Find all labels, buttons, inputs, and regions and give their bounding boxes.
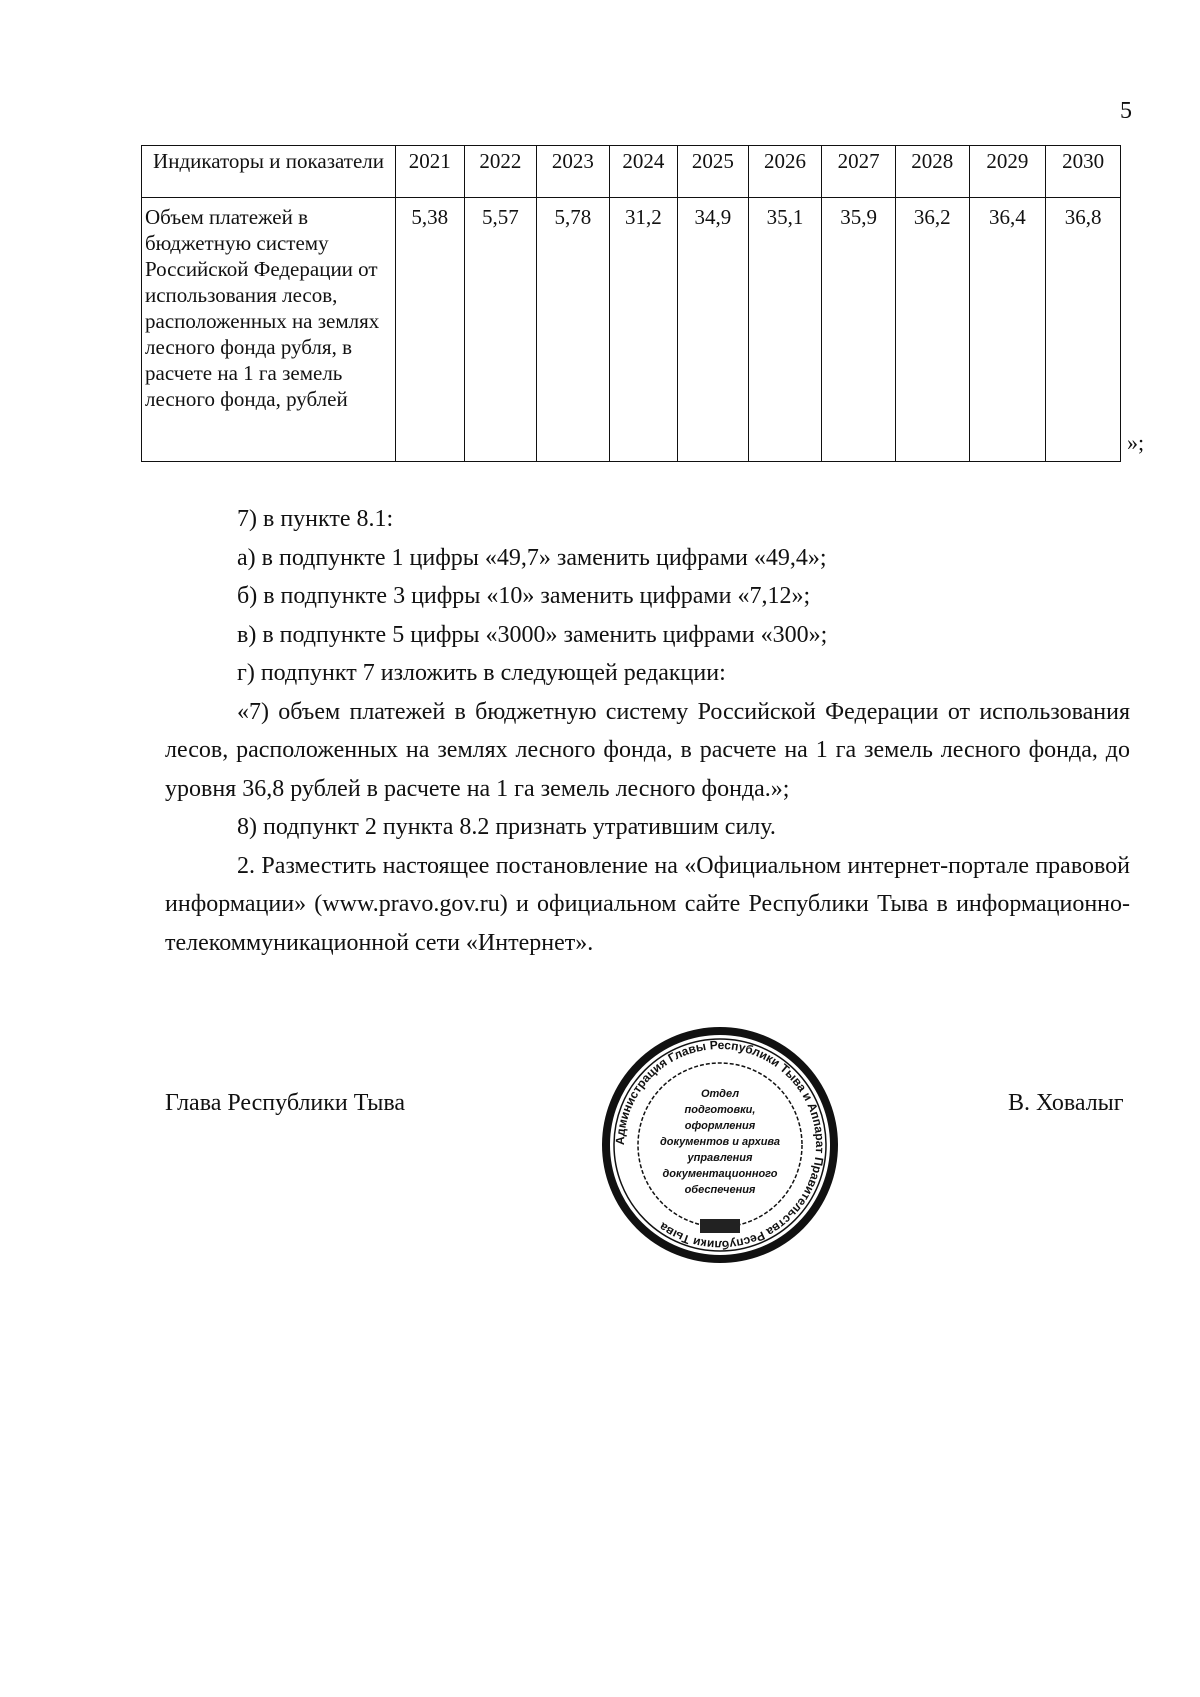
paragraph: а) в подпункте 1 цифры «49,7» заменить цифрами «49,4»; [237, 544, 827, 571]
year-header: 2022 [464, 146, 537, 198]
signatory-name: В. Ховалыг [1008, 1090, 1124, 1116]
paragraph: 2. Разместить настоящее постановление на «Официальном интернет-портале правовой информации» (www.pravo.gov.ru) и официальном сайте Республики Тыва в информационно-телекоммуникационной сети «Интернет». [165, 852, 1130, 956]
stamp-inner-line: управления [687, 1152, 753, 1164]
page-number: 5 [1120, 98, 1132, 124]
stamp-number-block [700, 1219, 740, 1233]
table-cell: 36,4 [969, 198, 1046, 462]
paragraph: г) подпункт 7 изложить в следующей редакции: [237, 660, 726, 686]
year-header: 2023 [537, 146, 610, 198]
paragraph: в) в подпункте 5 цифры «3000» заменить цифрами «300»; [237, 621, 828, 648]
table-closing-quote: »; [1127, 430, 1145, 455]
table-cell: 36,2 [895, 198, 969, 462]
year-header: 2030 [1046, 146, 1121, 198]
year-header: 2029 [969, 146, 1046, 198]
table-row-label: Объем платежей в бюджетную систему Российской Федерации от использования лесов, расположенных на землях лесного фонда рубля, в расчете на 1 га земель лесного фонда, рублей [142, 198, 396, 462]
paragraph: 7) в пункте 8.1: [237, 506, 394, 532]
stamp-inner-line: оформления [684, 1120, 756, 1132]
stamp-outer-text: Администрация Главы Республики Тыва и Аппарат Правительства Республики Тыва [612, 1037, 828, 1253]
year-header: 2026 [748, 146, 822, 198]
table-header-label: Индикаторы и показатели [142, 146, 396, 198]
stamp-inner-line: документационного [662, 1168, 778, 1180]
year-header: 2025 [678, 146, 749, 198]
table-cell: 5,57 [464, 198, 537, 462]
table-cell: 36,8 [1046, 198, 1121, 462]
table-cell: 31,2 [609, 198, 677, 462]
indicators-table [141, 145, 1121, 462]
stamp-inner-line: Отдел [700, 1088, 740, 1100]
year-header: 2021 [396, 146, 464, 198]
year-header: 2027 [822, 146, 896, 198]
table-cell: 34,9 [678, 198, 749, 462]
paragraph: «7) объем платежей в бюджетную систему Российской Федерации от использования лесов, расположенных на землях лесного фонда, в расчете на 1 га земель лесного фонда, до уровня 36,8 рублей в расчете на 1 га земель лесного фонда.»; [165, 698, 1130, 802]
year-header: 2024 [609, 146, 677, 198]
year-header: 2028 [895, 146, 969, 198]
table-row [142, 198, 1121, 462]
paragraph: б) в подпункте 3 цифры «10» заменить цифрами «7,12»; [237, 583, 811, 609]
document-body [165, 500, 1130, 962]
official-stamp [600, 1025, 840, 1265]
table-cell: 5,38 [396, 198, 464, 462]
stamp-inner-line: документов и архива [659, 1136, 781, 1148]
table-cell: 35,1 [748, 198, 822, 462]
table-header-row [142, 146, 1121, 198]
signatory-position: Глава Республики Тыва [165, 1090, 406, 1116]
table-cell: 35,9 [822, 198, 896, 462]
stamp-inner-line: обеспечения [684, 1184, 756, 1196]
table-cell: 5,78 [537, 198, 610, 462]
paragraph: 8) подпункт 2 пункта 8.2 признать утратившим силу. [237, 814, 776, 840]
stamp-inner-line: подготовки, [684, 1104, 756, 1116]
